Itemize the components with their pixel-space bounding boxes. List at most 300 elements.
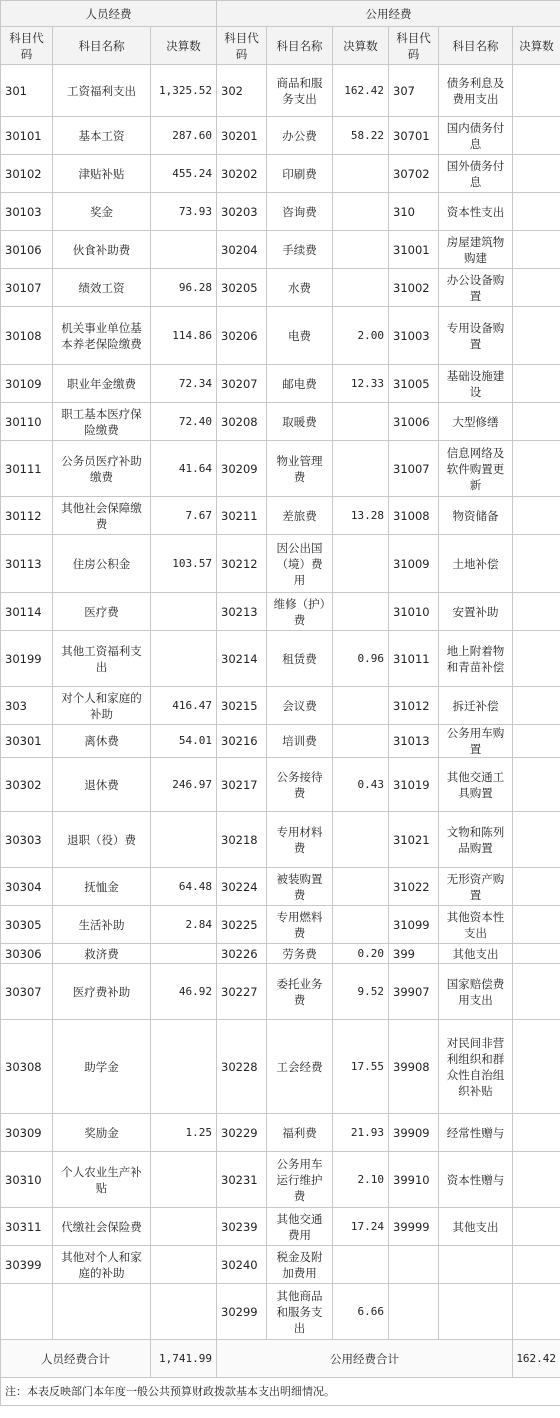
- public-name-cell: 被装购置费: [267, 868, 333, 906]
- table-row: [1, 269, 560, 307]
- personnel-amount-cell: [151, 944, 217, 964]
- capital-name-cell: 物资储备: [439, 497, 513, 535]
- personnel-total-label: 人员经费合计: [1, 1340, 151, 1378]
- table-row: [1, 307, 560, 365]
- public-amount-cell: 0.20: [333, 944, 389, 964]
- public-amount-cell: 17.24: [333, 1208, 389, 1246]
- public-amount-cell: 162.42: [333, 65, 389, 117]
- table-row: [1, 725, 560, 758]
- personnel-code-cell: 30110: [1, 403, 53, 441]
- personnel-code-cell: 301: [1, 65, 53, 117]
- personnel-amount-cell: [151, 1246, 217, 1284]
- capital-code-cell: 39907: [389, 964, 439, 1020]
- public-name-cell: 委托业务费: [267, 964, 333, 1020]
- personnel-name-cell: 其他对个人和家庭的补助: [53, 1246, 151, 1284]
- public-code-cell: 30204: [217, 231, 267, 269]
- table-row: [1, 593, 560, 631]
- capital-amount-cell: [513, 155, 560, 193]
- public-code-cell: 30228: [217, 1020, 267, 1114]
- personnel-amount-cell: [151, 593, 217, 631]
- public-code-cell: 30202: [217, 155, 267, 193]
- capital-code-cell: 39908: [389, 1020, 439, 1114]
- personnel-amount-cell: [151, 631, 217, 687]
- capital-amount-cell: [513, 687, 560, 725]
- capital-amount-cell: [513, 725, 560, 758]
- personnel-code-cell: 30306: [1, 944, 53, 964]
- table-row: [1, 231, 560, 269]
- personnel-name-cell: 奖金: [53, 193, 151, 231]
- capital-name-cell: 其他资本性支出: [439, 906, 513, 944]
- public-amount-cell: 6.66: [333, 1284, 389, 1340]
- personnel-amount-cell: 246.97: [151, 758, 217, 812]
- public-name-cell: 租赁费: [267, 631, 333, 687]
- personnel-code-cell: 30113: [1, 535, 53, 593]
- public-amount-cell: [333, 231, 389, 269]
- public-code-cell: 30217: [217, 758, 267, 812]
- table-row: [1, 758, 560, 812]
- capital-amount-cell: [513, 269, 560, 307]
- totals-row: [1, 1340, 560, 1378]
- public-name-cell: 邮电费: [267, 365, 333, 403]
- personnel-name-cell: 津贴补贴: [53, 155, 151, 193]
- public-code-cell: 30203: [217, 193, 267, 231]
- personnel-code-cell: 30108: [1, 307, 53, 365]
- personnel-group-header: 人员经费: [1, 1, 217, 27]
- personnel-name-cell: 离休费: [53, 725, 151, 758]
- public-name-cell: 电费: [267, 307, 333, 365]
- capital-amount-cell: [513, 758, 560, 812]
- public-code-cell: 30231: [217, 1152, 267, 1208]
- personnel-code-cell: 30101: [1, 117, 53, 155]
- capital-amount-cell: [513, 535, 560, 593]
- personnel-amount-cell: [151, 812, 217, 868]
- table-row: [1, 497, 560, 535]
- personnel-name-cell: 机关事业单位基本养老保险缴费: [53, 307, 151, 365]
- capital-name-cell: 文物和陈列品购置: [439, 812, 513, 868]
- public-name-cell: 维修（护）费: [267, 593, 333, 631]
- personnel-amount-cell: 1,325.52: [151, 65, 217, 117]
- capital-amount-cell: [513, 441, 560, 497]
- public-name-cell: 培训费: [267, 725, 333, 758]
- capital-name-cell: 专用设备购置: [439, 307, 513, 365]
- capital-name-cell: 资本性赠与: [439, 1152, 513, 1208]
- personnel-name-cell: 奖励金: [53, 1114, 151, 1152]
- public-name-cell: 其他交通费用: [267, 1208, 333, 1246]
- capital-amount-cell: [513, 944, 560, 964]
- personnel-code-cell: 30307: [1, 964, 53, 1020]
- public-code-cell: 30216: [217, 725, 267, 758]
- capital-amount-cell: [513, 631, 560, 687]
- name-header: 科目名称: [439, 27, 513, 65]
- public-name-cell: 水费: [267, 269, 333, 307]
- public-amount-cell: [333, 441, 389, 497]
- capital-code-cell: 31007: [389, 441, 439, 497]
- capital-name-cell: 经常性赠与: [439, 1114, 513, 1152]
- public-amount-cell: [333, 868, 389, 906]
- capital-name-cell: 公务用车购置: [439, 725, 513, 758]
- capital-code-cell: 31011: [389, 631, 439, 687]
- personnel-name-cell: 医疗费: [53, 593, 151, 631]
- public-code-cell: 30225: [217, 906, 267, 944]
- public-name-cell: 差旅费: [267, 497, 333, 535]
- capital-amount-cell: [513, 868, 560, 906]
- capital-name-cell: 办公设备购置: [439, 269, 513, 307]
- personnel-name-cell: 医疗费补助: [53, 964, 151, 1020]
- capital-amount-cell: [513, 365, 560, 403]
- public-name-cell: 因公出国（境）费用: [267, 535, 333, 593]
- table-row: [1, 1246, 560, 1284]
- capital-amount-cell: [513, 1208, 560, 1246]
- personnel-code-cell: 30310: [1, 1152, 53, 1208]
- public-amount-cell: [333, 725, 389, 758]
- personnel-name-cell: 住房公积金: [53, 535, 151, 593]
- personnel-code-cell: 30308: [1, 1020, 53, 1114]
- public-amount-cell: 0.96: [333, 631, 389, 687]
- public-code-cell: 30213: [217, 593, 267, 631]
- table-row: [1, 65, 560, 117]
- public-name-cell: 专用材料费: [267, 812, 333, 868]
- public-amount-cell: [333, 535, 389, 593]
- personnel-name-cell: 其他工资福利支出: [53, 631, 151, 687]
- capital-amount-cell: [513, 1284, 560, 1340]
- public-code-cell: 30226: [217, 944, 267, 964]
- personnel-amount-cell: 103.57: [151, 535, 217, 593]
- capital-amount-cell: [513, 812, 560, 868]
- public-code-cell: 30240: [217, 1246, 267, 1284]
- capital-name-cell: 大型修缮: [439, 403, 513, 441]
- public-code-cell: 30208: [217, 403, 267, 441]
- public-name-cell: 商品和服务支出: [267, 65, 333, 117]
- capital-code-cell: 31010: [389, 593, 439, 631]
- capital-amount-cell: [513, 307, 560, 365]
- personnel-code-cell: 30111: [1, 441, 53, 497]
- personnel-amount-cell: 416.47: [151, 687, 217, 725]
- table-row: [1, 117, 560, 155]
- personnel-amount-cell: 72.40: [151, 403, 217, 441]
- personnel-code-cell: 30114: [1, 593, 53, 631]
- personnel-name-cell: 工资福利支出: [53, 65, 151, 117]
- public-amount-cell: 21.93: [333, 1114, 389, 1152]
- capital-code-cell: 31001: [389, 231, 439, 269]
- personnel-name-cell: 个人农业生产补贴: [53, 1152, 151, 1208]
- public-amount-cell: 12.33: [333, 365, 389, 403]
- capital-name-cell: 信息网络及软件购置更新: [439, 441, 513, 497]
- personnel-amount-cell: 41.64: [151, 441, 217, 497]
- public-group-header: 公用经费: [217, 1, 560, 27]
- table-row: [1, 1284, 560, 1340]
- personnel-code-cell: 30304: [1, 868, 53, 906]
- capital-code-cell: 39909: [389, 1114, 439, 1152]
- personnel-name-cell: 职业年金缴费: [53, 365, 151, 403]
- public-amount-cell: [333, 155, 389, 193]
- table-row: [1, 1208, 560, 1246]
- personnel-code-cell: 30399: [1, 1246, 53, 1284]
- public-code-cell: 30212: [217, 535, 267, 593]
- capital-name-cell: 房屋建筑物购建: [439, 231, 513, 269]
- public-code-cell: 30224: [217, 868, 267, 906]
- public-code-cell: 302: [217, 65, 267, 117]
- table-row: [1, 1020, 560, 1114]
- table-row: [1, 403, 560, 441]
- capital-name-cell: 拆迁补偿: [439, 687, 513, 725]
- personnel-name-cell: 生活补助: [53, 906, 151, 944]
- public-name-cell: 办公费: [267, 117, 333, 155]
- personnel-name-cell: 绩效工资: [53, 269, 151, 307]
- capital-name-cell: 安置补助: [439, 593, 513, 631]
- capital-name-cell: 地上附着物和青苗补偿: [439, 631, 513, 687]
- personnel-amount-cell: [151, 1208, 217, 1246]
- personnel-amount-cell: 46.92: [151, 964, 217, 1020]
- personnel-code-cell: 30199: [1, 631, 53, 687]
- amount-header: 决算数: [333, 27, 389, 65]
- capital-name-cell: 无形资产购置: [439, 868, 513, 906]
- personnel-name-cell: 其他社会保障缴费: [53, 497, 151, 535]
- public-amount-cell: 0.43: [333, 758, 389, 812]
- personnel-amount-cell: 73.93: [151, 193, 217, 231]
- personnel-name-cell: 抚恤金: [53, 868, 151, 906]
- public-name-cell: 福利费: [267, 1114, 333, 1152]
- public-code-cell: 30218: [217, 812, 267, 868]
- personnel-amount-cell: 1.25: [151, 1114, 217, 1152]
- table-row: [1, 535, 560, 593]
- group-header-row: [1, 1, 560, 27]
- capital-code-cell: 31013: [389, 725, 439, 758]
- public-amount-cell: 58.22: [333, 117, 389, 155]
- public-amount-cell: [333, 593, 389, 631]
- public-code-cell: 30205: [217, 269, 267, 307]
- capital-amount-cell: [513, 1020, 560, 1114]
- personnel-amount-cell: 287.60: [151, 117, 217, 155]
- capital-amount-cell: [513, 593, 560, 631]
- note-row: [1, 1378, 560, 1406]
- public-code-cell: 30201: [217, 117, 267, 155]
- personnel-code-cell: [1, 1284, 53, 1340]
- capital-code-cell: 39910: [389, 1152, 439, 1208]
- personnel-name-cell: 基本工资: [53, 117, 151, 155]
- capital-code-cell: [389, 1246, 439, 1284]
- capital-code-cell: 31012: [389, 687, 439, 725]
- capital-name-cell: 基础设施建设: [439, 365, 513, 403]
- personnel-amount-cell: [151, 1152, 217, 1208]
- capital-name-cell: 其他交通工具购置: [439, 758, 513, 812]
- capital-code-cell: 30701: [389, 117, 439, 155]
- public-amount-cell: [333, 1246, 389, 1284]
- personnel-amount-cell: [151, 231, 217, 269]
- public-name-cell: 劳务费: [267, 944, 333, 964]
- capital-name-cell: [439, 1284, 513, 1340]
- personnel-amount-cell: 7.67: [151, 497, 217, 535]
- capital-name-cell: [439, 1246, 513, 1284]
- table-row: [1, 687, 560, 725]
- capital-name-cell: 国内债务付息: [439, 117, 513, 155]
- personnel-amount-cell: 114.86: [151, 307, 217, 365]
- personnel-amount-cell: 96.28: [151, 269, 217, 307]
- public-code-cell: 30209: [217, 441, 267, 497]
- personnel-amount-cell: 64.48: [151, 868, 217, 906]
- capital-name-cell: 国家赔偿费用支出: [439, 964, 513, 1020]
- table-row: [1, 944, 560, 964]
- table-row: [1, 365, 560, 403]
- public-code-cell: 30214: [217, 631, 267, 687]
- public-code-cell: 30239: [217, 1208, 267, 1246]
- public-code-cell: 30211: [217, 497, 267, 535]
- table-row: [1, 193, 560, 231]
- personnel-code-cell: 30303: [1, 812, 53, 868]
- capital-amount-cell: [513, 403, 560, 441]
- table-row: [1, 868, 560, 906]
- public-amount-cell: [333, 403, 389, 441]
- personnel-amount-cell: [151, 1020, 217, 1114]
- capital-code-cell: 31019: [389, 758, 439, 812]
- personnel-code-cell: 30109: [1, 365, 53, 403]
- name-header: 科目名称: [53, 27, 151, 65]
- public-name-cell: 取暖费: [267, 403, 333, 441]
- personnel-name-cell: 退休费: [53, 758, 151, 812]
- code-header: 科目代码: [389, 27, 439, 65]
- public-amount-cell: 9.52: [333, 964, 389, 1020]
- capital-code-cell: 31006: [389, 403, 439, 441]
- capital-code-cell: 307: [389, 65, 439, 117]
- public-code-cell: 30206: [217, 307, 267, 365]
- amount-header: 决算数: [513, 27, 560, 65]
- public-name-cell: 印刷费: [267, 155, 333, 193]
- personnel-name-cell: [53, 1284, 151, 1340]
- personnel-code-cell: 303: [1, 687, 53, 725]
- personnel-amount-cell: 455.24: [151, 155, 217, 193]
- capital-code-cell: 31021: [389, 812, 439, 868]
- public-name-cell: 公务用车运行维护费: [267, 1152, 333, 1208]
- personnel-code-cell: 30107: [1, 269, 53, 307]
- capital-code-cell: [389, 1284, 439, 1340]
- capital-name-cell: 其他支出: [439, 944, 513, 964]
- capital-amount-cell: [513, 1152, 560, 1208]
- capital-name-cell: 资本性支出: [439, 193, 513, 231]
- name-header: 科目名称: [267, 27, 333, 65]
- capital-name-cell: 国外债务付息: [439, 155, 513, 193]
- public-code-cell: 30215: [217, 687, 267, 725]
- capital-amount-cell: [513, 964, 560, 1020]
- capital-amount-cell: [513, 1246, 560, 1284]
- table-row: [1, 441, 560, 497]
- table-row: [1, 631, 560, 687]
- capital-code-cell: 39999: [389, 1208, 439, 1246]
- table-row: [1, 906, 560, 944]
- public-amount-cell: 13.28: [333, 497, 389, 535]
- personnel-code-cell: 30112: [1, 497, 53, 535]
- capital-amount-cell: [513, 906, 560, 944]
- table-row: [1, 1114, 560, 1152]
- table-row: [1, 1152, 560, 1208]
- public-amount-cell: 17.55: [333, 1020, 389, 1114]
- personnel-code-cell: 30301: [1, 725, 53, 758]
- personnel-name-cell: 代缴社会保险费: [53, 1208, 151, 1246]
- public-code-cell: 30299: [217, 1284, 267, 1340]
- code-header: 科目代码: [217, 27, 267, 65]
- personnel-name-cell: 公务员医疗补助缴费: [53, 441, 151, 497]
- personnel-code-cell: 30302: [1, 758, 53, 812]
- personnel-code-cell: 30311: [1, 1208, 53, 1246]
- table-row: [1, 155, 560, 193]
- personnel-amount-cell: 2.84: [151, 906, 217, 944]
- personnel-code-cell: 30103: [1, 193, 53, 231]
- capital-name-cell: 土地补偿: [439, 535, 513, 593]
- personnel-code-cell: 30305: [1, 906, 53, 944]
- capital-code-cell: 399: [389, 944, 439, 964]
- personnel-name-cell: 救济费: [53, 944, 151, 964]
- public-name-cell: 物业管理费: [267, 441, 333, 497]
- public-amount-cell: [333, 906, 389, 944]
- capital-code-cell: 31009: [389, 535, 439, 593]
- personnel-code-cell: 30106: [1, 231, 53, 269]
- public-code-cell: 30227: [217, 964, 267, 1020]
- capital-amount-cell: [513, 65, 560, 117]
- personnel-amount-cell: 72.34: [151, 365, 217, 403]
- personnel-amount-cell: 54.01: [151, 725, 217, 758]
- capital-code-cell: 31005: [389, 365, 439, 403]
- capital-name-cell: 对民间非营利组织和群众性自治组织补贴: [439, 1020, 513, 1114]
- table-row: [1, 964, 560, 1020]
- public-name-cell: 公务接待费: [267, 758, 333, 812]
- capital-name-cell: 债务利息及费用支出: [439, 65, 513, 117]
- personnel-code-cell: 30102: [1, 155, 53, 193]
- personnel-name-cell: 伙食补助费: [53, 231, 151, 269]
- capital-code-cell: 31003: [389, 307, 439, 365]
- capital-code-cell: 31099: [389, 906, 439, 944]
- public-amount-cell: [333, 193, 389, 231]
- capital-name-cell: 其他支出: [439, 1208, 513, 1246]
- personnel-name-cell: 助学金: [53, 1020, 151, 1114]
- public-amount-cell: 2.10: [333, 1152, 389, 1208]
- capital-amount-cell: [513, 117, 560, 155]
- personnel-total-value: 1,741.99: [151, 1340, 217, 1378]
- personnel-name-cell: 对个人和家庭的补助: [53, 687, 151, 725]
- table-note: 注：本表反映部门本年度一般公共预算财政拨款基本支出明细情况。: [1, 1378, 560, 1406]
- column-header-row: [1, 27, 560, 65]
- capital-amount-cell: [513, 1114, 560, 1152]
- public-code-cell: 30229: [217, 1114, 267, 1152]
- capital-code-cell: 31008: [389, 497, 439, 535]
- public-total-value: 162.42: [513, 1340, 560, 1378]
- capital-code-cell: 310: [389, 193, 439, 231]
- public-total-label: 公用经费合计: [217, 1340, 513, 1378]
- public-name-cell: 工会经费: [267, 1020, 333, 1114]
- public-name-cell: 咨询费: [267, 193, 333, 231]
- code-header: 科目代码: [1, 27, 53, 65]
- capital-amount-cell: [513, 231, 560, 269]
- public-name-cell: 专用燃料费: [267, 906, 333, 944]
- capital-amount-cell: [513, 497, 560, 535]
- public-name-cell: 税金及附加费用: [267, 1246, 333, 1284]
- public-code-cell: 30207: [217, 365, 267, 403]
- capital-code-cell: 31022: [389, 868, 439, 906]
- public-name-cell: 手续费: [267, 231, 333, 269]
- amount-header: 决算数: [151, 27, 217, 65]
- table-row: [1, 812, 560, 868]
- public-amount-cell: [333, 812, 389, 868]
- capital-code-cell: 30702: [389, 155, 439, 193]
- personnel-name-cell: 退职（役）费: [53, 812, 151, 868]
- personnel-name-cell: 职工基本医疗保险缴费: [53, 403, 151, 441]
- capital-amount-cell: [513, 193, 560, 231]
- capital-code-cell: 31002: [389, 269, 439, 307]
- public-amount-cell: [333, 687, 389, 725]
- public-name-cell: 会议费: [267, 687, 333, 725]
- personnel-amount-cell: [151, 1284, 217, 1340]
- public-amount-cell: 2.00: [333, 307, 389, 365]
- public-name-cell: 其他商品和服务支出: [267, 1284, 333, 1340]
- public-amount-cell: [333, 269, 389, 307]
- personnel-code-cell: 30309: [1, 1114, 53, 1152]
